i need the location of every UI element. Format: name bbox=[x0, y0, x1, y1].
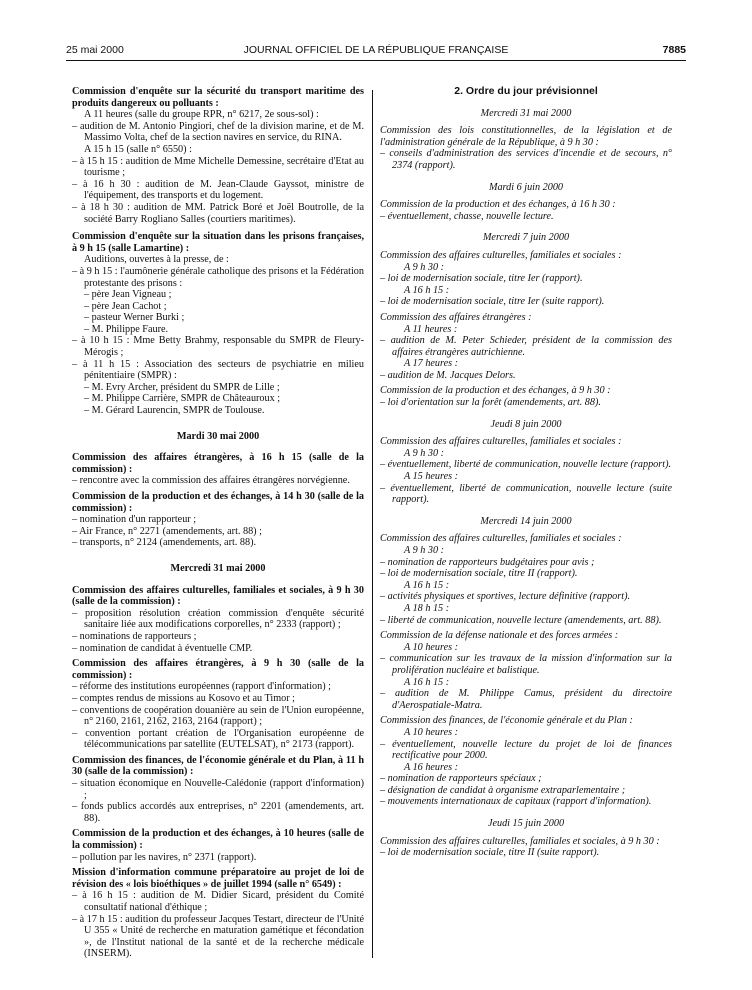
agenda-item: – mouvements internationaux de capitaux (rapport d'information). bbox=[380, 796, 652, 808]
commission-heading: Mission d'information commune préparatoire au projet de loi de révision des « lois bioéthiques » de juillet 1994 (salle n° 6549) : bbox=[72, 867, 364, 890]
time-line: A 16 h 15 : bbox=[404, 284, 450, 296]
time-line: A 9 h 30 : bbox=[404, 447, 444, 459]
agenda-item: – éventuellement, chasse, nouvelle lecture. bbox=[380, 210, 554, 222]
time-line: A 18 h 15 : bbox=[404, 602, 450, 614]
agenda-item: – nomination de rapporteurs budgétaires pour avis ; bbox=[380, 556, 595, 568]
commission-heading: Commission d'enquête sur la situation dans les prisons françaises, à 9 h 15 (salle Lamartine) : bbox=[72, 231, 364, 254]
day-heading: Jeudi 8 juin 2000 bbox=[490, 418, 562, 430]
day-heading: Mercredi 31 mai 2000 bbox=[170, 562, 266, 574]
agenda-item: – à 17 h 15 : audition du professeur Jacques Testart, directeur de l'Unité U 355 « Unité de recherche en maturation gamétique et fécondation », de l'Institut national de la santé et de la recherche médicale (INSERM). bbox=[72, 913, 364, 960]
agenda-item: – à 15 h 15 : audition de Mme Michelle Demessine, secrétaire d'Etat au tourisme ; bbox=[72, 155, 364, 179]
agenda-item: – audition de M. Peter Schieder, président de la commission des affaires étrangères autrichienne. bbox=[380, 335, 672, 358]
agenda-item: – éventuellement, liberté de communication, nouvelle lecture (rapport). bbox=[380, 459, 672, 471]
agenda-item: – loi de modernisation sociale, titre Ier (rapport). bbox=[380, 273, 583, 285]
agenda-item: – réforme des institutions européennes (rapport d'information) ; bbox=[72, 681, 332, 693]
day-heading: Mardi 30 mai 2000 bbox=[176, 430, 260, 442]
day-heading: Jeudi 15 juin 2000 bbox=[487, 818, 565, 830]
agenda-item: – à 18 h 30 : audition de MM. Patrick Boré et Joël Boutrolle, de la société Barry Rogliano Salles (courtiers maritimes). bbox=[72, 201, 364, 225]
time-line: A 11 heures (salle du groupe RPR, n° 6217, 2e sous-sol) : bbox=[84, 109, 319, 121]
agenda-item: – à 16 h 15 : audition de M. Didier Sicard, président du Comité consultatif national d'éthique ; bbox=[72, 890, 364, 913]
time-line: A 9 h 30 : bbox=[404, 545, 444, 556]
commission-heading: Commission des affaires culturelles, familiales et sociales : bbox=[380, 249, 622, 261]
agenda-item: – audition de M. Antonio Pingiori, chef de la division marine, et de M. Massimo Volta, chef de la section navires en service, du RINA. bbox=[72, 120, 364, 144]
commission-heading: Commission des affaires étrangères, à 16 h 15 (salle de la commission) : bbox=[72, 452, 364, 475]
agenda-item: – activités physiques et sportives, lecture définitive (rapport). bbox=[380, 591, 631, 603]
time-line: A 9 h 30 : bbox=[404, 261, 444, 273]
agenda-item: – désignation de candidat à organisme extraparlementaire ; bbox=[380, 784, 626, 796]
agenda-item: – audition de M. Philippe Camus, président du directoire d'Aerospatiale-Matra. bbox=[380, 688, 672, 711]
page-number: 7885 bbox=[662, 44, 686, 56]
agenda-item: – conseils d'administration des services d'incendie et de secours, n° 2374 (rapport). bbox=[380, 148, 672, 171]
commission-heading: Commission de la production et des échanges, à 16 h 30 : bbox=[380, 199, 616, 211]
agenda-item: – situation économique en Nouvelle-Calédonie (rapport d'information) ; bbox=[72, 778, 364, 801]
commission-heading: Commission de la production et des échanges, à 10 heures (salle de la commission) : bbox=[72, 828, 364, 852]
agenda-item: – loi d'orientation sur la forêt (amendements, art. 88). bbox=[380, 397, 601, 409]
agenda-item: – liberté de communication, nouvelle lecture (amendements, art. 88). bbox=[380, 614, 662, 626]
agenda-item: – à 9 h 15 : l'aumônerie générale catholique des prisons et la Fédération protestante des prisons : bbox=[72, 265, 364, 289]
agenda-item: – comptes rendus de missions au Kosovo et au Timor ; bbox=[72, 692, 295, 704]
header-date: 25 mai 2000 bbox=[66, 44, 124, 56]
agenda-item: – transports, n° 2124 (amendements, art. 88). bbox=[72, 537, 257, 549]
participant-item: – père Jean Cachot ; bbox=[84, 300, 167, 312]
agenda-intro: Auditions, ouvertes à la presse, de : bbox=[84, 254, 229, 266]
time-line: A 10 heures : bbox=[404, 726, 459, 738]
agenda-item: – rencontre avec la commission des affaires étrangères norvégienne. bbox=[72, 475, 350, 487]
right-column bbox=[380, 86, 672, 859]
agenda-item: – nomination d'un rapporteur ; bbox=[72, 514, 197, 526]
day-heading: Mardi 6 juin 2000 bbox=[488, 181, 564, 193]
time-line: A 15 heures : bbox=[404, 471, 459, 483]
day-heading: Mercredi 14 juin 2000 bbox=[480, 515, 572, 527]
time-line: A 16 h 15 : bbox=[404, 676, 450, 688]
agenda-item: – nominations de rapporteurs ; bbox=[72, 630, 197, 642]
commission-heading: Commission des affaires étrangères, à 9 h 30 (salle de la commission) : bbox=[72, 658, 364, 681]
commission-heading: Commission des finances, de l'économie générale et du Plan : bbox=[380, 715, 633, 727]
day-heading: Mercredi 31 mai 2000 bbox=[480, 107, 572, 119]
time-line: A 16 heures : bbox=[404, 761, 459, 773]
commission-heading: Commission d'enquête sur la sécurité du transport maritime des produits dangereux ou polluants : bbox=[72, 86, 364, 109]
agenda-item: – à 10 h 15 : Mme Betty Brahmy, responsable du SMPR de Fleury-Mérogis ; bbox=[72, 335, 364, 359]
participant-item: – M. Philippe Carrière, SMPR de Châteauroux ; bbox=[84, 393, 281, 405]
agenda-item: – audition de M. Jacques Delors. bbox=[380, 369, 516, 381]
time-line: A 11 heures : bbox=[404, 323, 458, 335]
header-rule bbox=[66, 60, 686, 61]
time-line: A 15 h 15 (salle n° 6550) : bbox=[84, 143, 192, 155]
agenda-item: – loi de modernisation sociale, titre II (rapport). bbox=[380, 568, 578, 580]
agenda-item: – Air France, n° 2271 (amendements, art. 88) ; bbox=[72, 525, 262, 537]
participant-item: – M. Evry Archer, président du SMPR de Lille ; bbox=[84, 381, 280, 393]
time-line: A 16 h 15 : bbox=[404, 579, 450, 591]
column-divider bbox=[372, 90, 373, 958]
participant-item: – M. Gérard Laurencin, SMPR de Toulouse. bbox=[84, 405, 265, 417]
agenda-item: – conventions de coopération douanière au sein de l'Union européenne, n° 2160, 2161, 2162, 2163, 2164 (rapport) ; bbox=[72, 704, 364, 728]
commission-heading: Commission des finances, de l'économie générale et du Plan, à 11 h 30 (salle de la commission) : bbox=[72, 754, 364, 778]
commission-heading: Commission des affaires étrangères : bbox=[380, 311, 532, 323]
participant-item: – M. Philippe Faure. bbox=[84, 323, 169, 335]
commission-heading: Commission des affaires culturelles, familiales et sociales : bbox=[380, 533, 622, 545]
agenda-item: – communication sur les travaux de la mission d'information sur la prolifération nucléaire et balistique. bbox=[380, 653, 672, 676]
agenda-item: – loi de modernisation sociale, titre II (suite rapport). bbox=[380, 847, 600, 859]
time-line: A 17 heures : bbox=[404, 358, 459, 370]
commission-heading: Commission des affaires culturelles, familiales et sociales, à 9 h 30 : bbox=[380, 835, 660, 847]
agenda-item: – convention portant création de l'Organisation européenne de télécommunications par satellite (EUTELSAT), n° 2173 (rapport). bbox=[72, 727, 364, 751]
agenda-item: – éventuellement, nouvelle lecture du projet de loi de finances rectificative pour 2000. bbox=[380, 738, 672, 762]
agenda-item: – fonds publics accordés aux entreprises, n° 2201 (amendements, art. 88). bbox=[72, 801, 364, 824]
day-heading: Mercredi 7 juin 2000 bbox=[482, 232, 570, 244]
commission-heading: Commission des affaires culturelles, familiales et sociales : bbox=[380, 436, 622, 448]
commission-heading: Commission des lois constitutionnelles, de la législation et de l'administration générale de la République, à 9 h 30 : bbox=[380, 125, 672, 148]
journal-title: JOURNAL OFFICIEL DE LA RÉPUBLIQUE FRANÇAISE bbox=[243, 44, 509, 56]
agenda-item: – nomination de rapporteurs spéciaux ; bbox=[380, 773, 542, 785]
commission-heading: Commission de la défense nationale et des forces armées : bbox=[380, 630, 619, 642]
page-header bbox=[66, 44, 686, 60]
agenda-item: – pollution par les navires, n° 2371 (rapport). bbox=[72, 851, 257, 863]
left-column bbox=[72, 86, 364, 960]
agenda-item: – proposition résolution création commission d'enquête sécurité sanitaire liée aux modifications corporelles, n° 2333 (rapport) ; bbox=[72, 607, 364, 631]
agenda-item: – nomination de candidat à éventuelle CMP. bbox=[72, 642, 253, 654]
agenda-item: – à 16 h 30 : audition de M. Jean-Claude Gayssot, ministre de l'équipement, des transports et du logement. bbox=[72, 178, 364, 202]
commission-heading: Commission de la production et des échanges, à 9 h 30 : bbox=[380, 385, 611, 397]
agenda-item: – à 11 h 15 : Association des secteurs de psychiatrie en milieu pénitentiaire (SMPR) : bbox=[72, 358, 364, 382]
participant-item: – pasteur Werner Burki ; bbox=[84, 312, 185, 324]
agenda-item: – éventuellement, liberté de communication, nouvelle lecture (suite rapport). bbox=[380, 482, 672, 506]
time-line: A 10 heures : bbox=[404, 641, 459, 653]
agenda-item: – loi de modernisation sociale, titre Ier (suite rapport). bbox=[380, 296, 605, 308]
commission-heading: Commission des affaires culturelles, familiales et sociales, à 9 h 30 (salle de la commission) : bbox=[72, 584, 364, 608]
participant-item: – père Jean Vigneau ; bbox=[84, 289, 172, 301]
section-title: 2. Ordre du jour prévisionnel bbox=[454, 85, 598, 97]
commission-heading: Commission de la production et des échanges, à 14 h 30 (salle de la commission) : bbox=[72, 491, 364, 514]
